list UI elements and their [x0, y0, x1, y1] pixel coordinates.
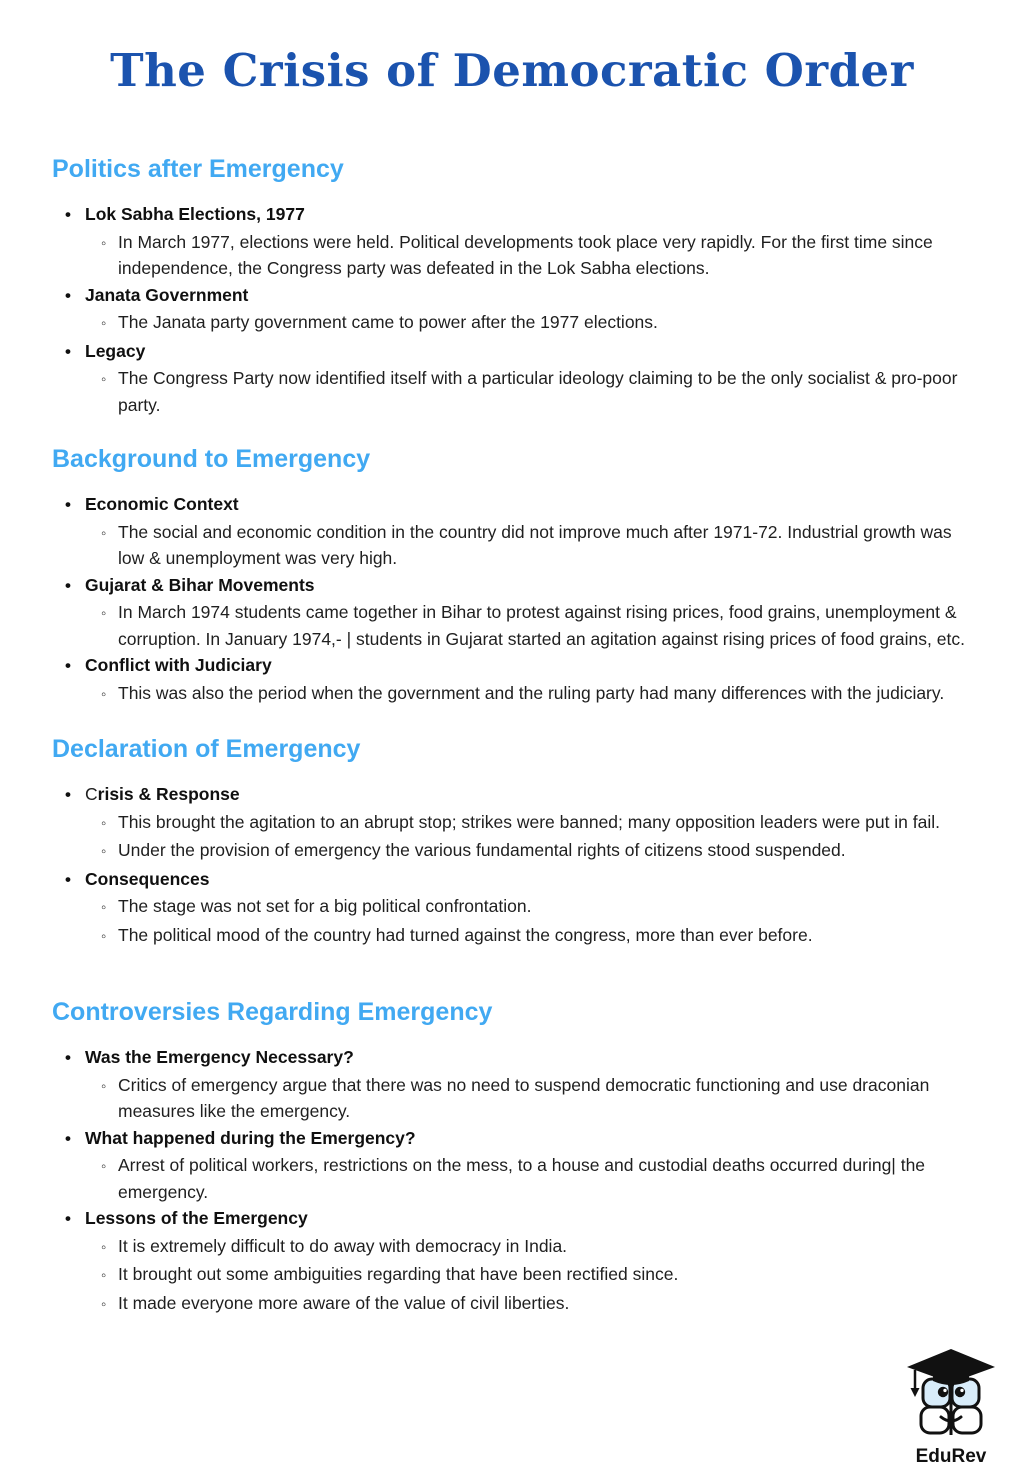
bullet-dot-icon: •: [65, 1048, 71, 1067]
sub-point-text: In March 1977, elections were held. Political developments took place very rapidly. For the first time since independence, the Congress party was defeated in the Lok Sabha elections.: [118, 231, 933, 278]
item-heading: [52, 201, 980, 229]
item-label: Janata Government: [85, 284, 249, 305]
bullet-dot-icon: •: [65, 575, 71, 595]
sub-point-text: Arrest of political workers, restrictions on the mess, to a house and custodial deaths occurred during| the emergency.: [118, 1155, 926, 1202]
item-heading: [52, 781, 980, 809]
bullet-circle-icon: ◦: [101, 605, 107, 622]
item-heading: [52, 282, 980, 310]
sections: [0, 155, 1024, 1318]
item-label: Conflict with Judiciary: [85, 655, 272, 675]
bullet-dot-icon: •: [65, 341, 71, 361]
bullet-dot-icon: •: [65, 285, 71, 305]
item-heading: [52, 1205, 980, 1233]
bullet-circle-icon: ◦: [101, 524, 107, 542]
edurev-logo-label: EduRev: [915, 1446, 987, 1467]
item-list: [52, 201, 980, 418]
section-heading: Politics after Emergency: [52, 155, 344, 183]
section-heading: Declaration of Emergency: [52, 735, 361, 763]
sub-point: [52, 922, 980, 951]
sub-point-text: It is extremely difficult to do away with democracy in India.: [118, 1235, 568, 1256]
point-list: [52, 229, 980, 282]
bullet-circle-icon: ◦: [101, 1158, 107, 1175]
list-item: [52, 1044, 980, 1125]
item-heading: [52, 338, 980, 366]
list-item: [52, 652, 980, 708]
section: [52, 998, 980, 1318]
sub-point: [52, 365, 980, 418]
section: [52, 735, 980, 950]
sub-point: [52, 599, 980, 652]
bullet-circle-icon: ◦: [101, 685, 107, 703]
sub-point-text: It made everyone more aware of the value of civil liberties.: [118, 1292, 570, 1313]
sub-point: [52, 229, 980, 282]
item-label: Legacy: [85, 340, 146, 361]
point-list: [52, 1072, 980, 1125]
bullet-circle-icon: ◦: [101, 843, 107, 860]
bullet-circle-icon: ◦: [101, 1238, 107, 1256]
item-heading: [52, 866, 980, 894]
sub-point: [52, 1261, 980, 1290]
point-list: [52, 1152, 980, 1205]
point-list: [52, 309, 980, 338]
bullet-circle-icon: ◦: [101, 315, 107, 332]
item-label: Consequences: [85, 868, 210, 889]
sub-point-text: Critics of emergency argue that there was no need to suspend democratic functioning and use draconian measures like the emergency.: [118, 1074, 930, 1121]
item-label: Gujarat & Bihar Movements: [85, 574, 315, 595]
section: [52, 445, 980, 708]
sub-point: [52, 680, 980, 709]
bullet-circle-icon: ◦: [101, 1295, 107, 1313]
item-list: [52, 1044, 980, 1318]
item-list: [52, 491, 980, 708]
item-heading: [52, 491, 980, 519]
bullet-dot-icon: •: [65, 785, 71, 804]
point-list: [52, 680, 980, 709]
sub-point-text: It brought out some ambiguities regarding that have been rectified since.: [118, 1264, 679, 1284]
list-item: [52, 282, 980, 338]
list-item: [52, 338, 980, 419]
sub-point-text: The Congress Party now identified itself with a particular ideology claiming to be the only socialist & pro-poor party.: [118, 368, 958, 415]
item-label: Economic Context: [85, 494, 239, 514]
item-label: Was the Emergency Necessary?: [85, 1047, 354, 1067]
bullet-dot-icon: •: [65, 205, 71, 224]
bullet-circle-icon: ◦: [101, 899, 107, 916]
bullet-dot-icon: •: [65, 1128, 71, 1148]
list-item: [52, 781, 980, 866]
bullet-circle-icon: ◦: [101, 814, 107, 832]
sub-point: [52, 809, 980, 838]
sub-point-text: The Janata party government came to power after the 1977 elections.: [118, 312, 658, 332]
item-label: Lok Sabha Elections, 1977: [85, 204, 305, 224]
point-list: [52, 893, 980, 950]
section-heading: Controversies Regarding Emergency: [52, 998, 493, 1026]
bullet-circle-icon: ◦: [101, 1267, 107, 1284]
sub-point-text: This brought the agitation to an abrupt stop; strikes were banned; many opposition leaders were put in fail.: [118, 811, 941, 832]
bullet-circle-icon: ◦: [101, 1077, 107, 1095]
sub-point: [52, 1072, 980, 1125]
sub-point-text: Under the provision of emergency the various fundamental rights of citizens stood suspended.: [118, 840, 846, 860]
sub-point-text: This was also the period when the government and the ruling party had many differences with the judiciary.: [118, 682, 945, 703]
bullet-dot-icon: •: [65, 495, 71, 514]
item-heading: [52, 572, 980, 600]
sub-point: [52, 1290, 980, 1319]
list-item: [52, 1125, 980, 1206]
sub-point-text: The social and economic condition in the country did not improve much after 1971-72. Industrial growth was low & unemployment was very high.: [118, 521, 952, 568]
point-list: [52, 809, 980, 866]
item-heading: [52, 652, 980, 680]
sub-point-text: In March 1974 students came together in Bihar to protest against rising prices, food grains, unemployment & corruption. In January 1974,- | students in Gujarat started an agitation against rising prices of food grains, etc.: [118, 602, 965, 649]
bullet-circle-icon: ◦: [101, 234, 107, 252]
sub-point-text: The stage was not set for a big political confrontation.: [118, 896, 532, 916]
item-label: What happened during the Emergency?: [85, 1127, 416, 1148]
bullet-dot-icon: •: [65, 656, 71, 675]
bullet-circle-icon: ◦: [101, 927, 107, 945]
point-list: [52, 599, 980, 652]
item-heading: [52, 1044, 980, 1072]
point-list: [52, 519, 980, 572]
page-title: The Crisis of Democratic Order: [110, 44, 914, 97]
section-heading: Background to Emergency: [52, 445, 371, 473]
sub-point: [52, 1233, 980, 1262]
item-list: [52, 781, 980, 950]
bullet-dot-icon: •: [65, 869, 71, 889]
item-heading: [52, 1125, 980, 1153]
item-label: Lessons of the Emergency: [85, 1208, 308, 1228]
sub-point: [52, 893, 980, 922]
sub-point: [52, 519, 980, 572]
sub-point: [52, 309, 980, 338]
list-item: [52, 1205, 980, 1318]
sub-point-text: The political mood of the country had turned against the congress, more than ever before.: [118, 924, 813, 945]
list-item: [52, 866, 980, 951]
list-item: [52, 491, 980, 572]
list-item: [52, 572, 980, 653]
section: [52, 155, 980, 418]
bullet-circle-icon: ◦: [101, 371, 107, 388]
point-list: [52, 1233, 980, 1319]
sub-point: [52, 837, 980, 866]
list-item: [52, 201, 980, 282]
sub-point: [52, 1152, 980, 1205]
edurev-mascot-icon: [899, 1347, 1003, 1443]
point-list: [52, 365, 980, 418]
bullet-dot-icon: •: [65, 1209, 71, 1228]
edurev-logo: [892, 1347, 1010, 1468]
item-label: Crisis & Response: [85, 784, 240, 804]
